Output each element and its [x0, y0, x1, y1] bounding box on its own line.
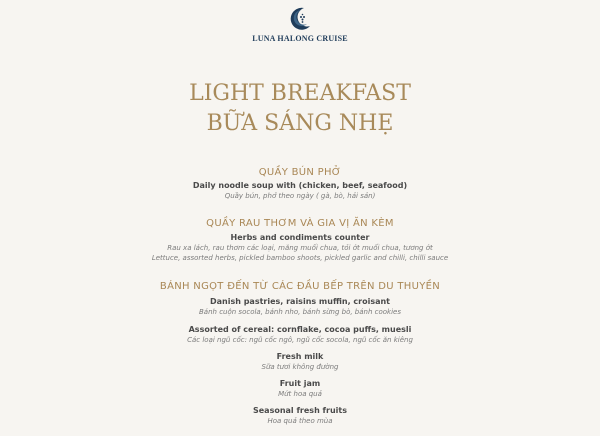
section-title-herbs: QUẦY RAU THƠM VÀ GIA VỊ ĂN KÈM [206, 218, 394, 229]
item-name-vi: Quầy bún, phở theo ngày ( gà, bò, hải sản) [224, 192, 376, 200]
menu-item [0, 378, 600, 399]
logo [0, 5, 600, 43]
item-name-en: Danish pastries, raisins muffin, croisant [209, 297, 391, 306]
item-name-vi: Rau xa lách, rau thơm các loại, măng muối chua, tỏi ớt muối chua, tương ớt [167, 244, 433, 252]
brand-name: LUNA HALONG CRUISE [252, 34, 348, 43]
menu-title-vi: BỮA SÁNG NHẸ [206, 111, 394, 136]
menu-title-en: LIGHT BREAKFAST [189, 81, 411, 106]
item-desc-en: Lettuce, assorted herbs, pickled bamboo shoots, pickled garlic and chilli, chilli sauce [151, 254, 449, 262]
menu-item [0, 180, 600, 201]
item-name-vi: Các loại ngũ cốc: ngũ cốc ngô, ngũ cốc socola, ngũ cốc ăn kiêng [187, 336, 413, 344]
crescent-moon-logo-icon [286, 5, 314, 33]
item-name-vi: Mứt hoa quả [278, 390, 322, 398]
item-name-vi: Sữa tươi không đường [261, 363, 339, 371]
item-name-en: Fruit jam [279, 379, 321, 388]
item-name-en: Fresh milk [276, 352, 324, 361]
menu-item [0, 351, 600, 372]
item-name-en: Seasonal fresh fruits [252, 406, 347, 415]
item-name-vi: Hoa quả theo mùa [267, 417, 333, 425]
item-name-en: Herbs and condiments counter [230, 233, 370, 242]
menu-item [0, 405, 600, 426]
section-title-pastries: BÁNH NGỌT ĐẾN TỪ CÁC ĐẦU BẾP TRÊN DU THUYỀN [159, 281, 441, 292]
item-name-en: Assorted of cereal: cornflake, cocoa puffs, muesli [188, 325, 412, 334]
menu-item [0, 232, 600, 263]
menu-item [0, 296, 600, 317]
item-name-vi: Bánh cuộn socola, bánh nho, bánh sừng bò, bánh cookies [199, 308, 401, 316]
menu-item [0, 324, 600, 345]
section-title-noodle: QUẦY BÚN PHỞ [258, 167, 342, 178]
item-name-en: Daily noodle soup with (chicken, beef, seafood) [192, 181, 408, 190]
